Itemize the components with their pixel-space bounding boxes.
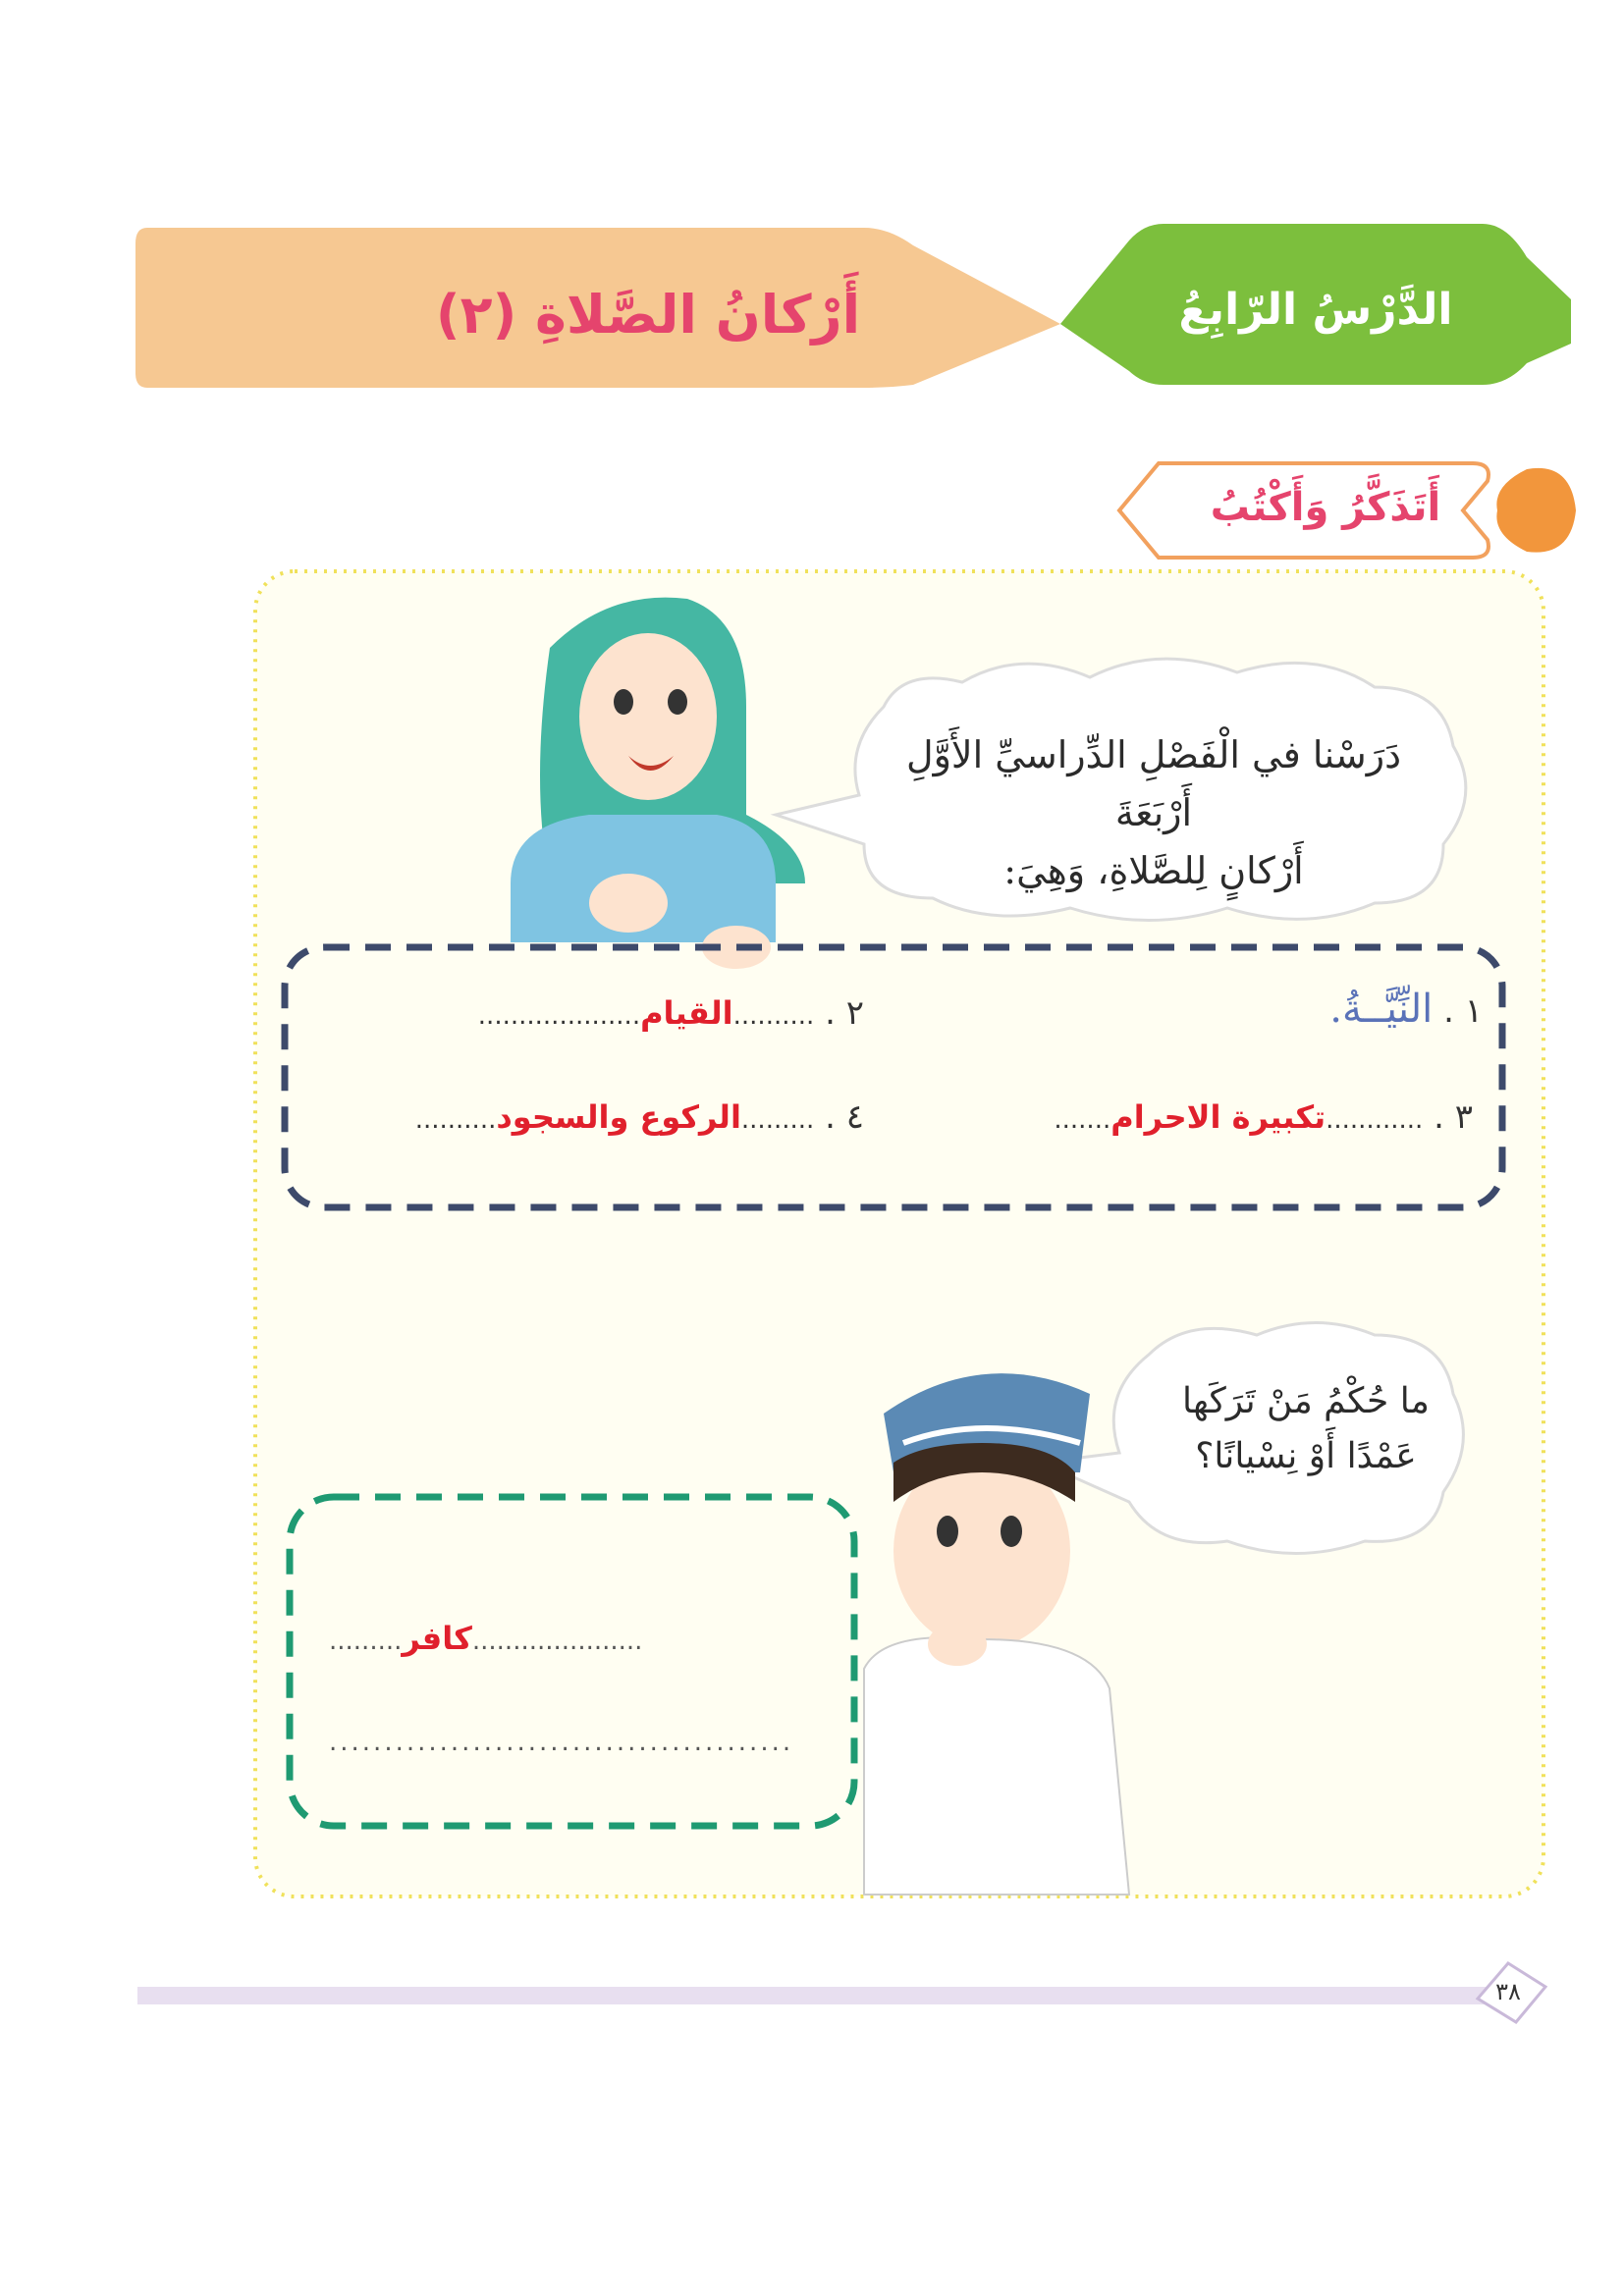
pillar-text-1: النِّيَّــةُ. bbox=[1329, 987, 1434, 1032]
pillar-item-2 bbox=[314, 993, 864, 1052]
pillar-item-1 bbox=[1227, 987, 1483, 1045]
answer-dots-1a: ..................... bbox=[471, 1627, 643, 1656]
pillar-number-3: ٣ . bbox=[1434, 1097, 1473, 1137]
pillar-item-4 bbox=[314, 1097, 864, 1156]
pillar-dots-4a: ......... bbox=[740, 1105, 815, 1135]
pillar-answer-2[interactable]: القيام bbox=[640, 994, 733, 1032]
lesson-label: الدَّرْسُ الرّابِعُ bbox=[1178, 284, 1453, 335]
boy-bubble-line2: عَمْدًا أَوْ نِسْيانًا؟ bbox=[1195, 1435, 1417, 1476]
pillar-item-3 bbox=[923, 1097, 1473, 1156]
pillar-answer-3[interactable]: تكبيرة الاحرام bbox=[1110, 1098, 1326, 1136]
pillar-dots-3a: ............ bbox=[1326, 1105, 1424, 1135]
answer-1[interactable]: كافر bbox=[402, 1620, 472, 1657]
lesson-title: أَرْكانُ الصَّلاةِ (٢) bbox=[435, 283, 861, 346]
answer-line-1[interactable] bbox=[329, 1620, 642, 1657]
footer-bar bbox=[137, 1987, 1492, 2004]
pillar-number-4: ٤ . bbox=[825, 1097, 864, 1137]
section-tag-flower-icon bbox=[1496, 468, 1576, 553]
answer-line-2[interactable] bbox=[329, 1728, 793, 1757]
pillar-number-1: ١ . bbox=[1443, 991, 1483, 1031]
pillar-dots-4b: .......... bbox=[414, 1105, 497, 1135]
pillar-dots-3b: ....... bbox=[1054, 1105, 1111, 1135]
girl-bubble-line2: أَرْكانٍ لِلصَّلاةِ، وَهِيَ: bbox=[1003, 848, 1304, 892]
pillar-dots-2b: .................... bbox=[477, 1001, 641, 1031]
girl-bubble-text bbox=[864, 726, 1443, 900]
boy-bubble-text bbox=[1119, 1374, 1492, 1484]
pillar-number-2: ٢ . bbox=[825, 993, 864, 1033]
girl-bubble-line1: دَرَسْنا في الْفَصْلِ الدِّراسيِّ الأَوَّلِ أَرْبَعَةَ bbox=[905, 733, 1402, 834]
answer-dots-2: .......................................... bbox=[329, 1728, 794, 1757]
boy-bubble-line1: ما حُكْمُ مَنْ تَرَكَها bbox=[1182, 1381, 1430, 1421]
answer-dots-1b: ......... bbox=[329, 1627, 403, 1656]
pillar-dots-2a: .......... bbox=[732, 1001, 815, 1031]
page-number: ٣٨ bbox=[1495, 1978, 1521, 2005]
section-title: أَتَذَكَّرُ وَأَكْتُبُ bbox=[1210, 485, 1441, 530]
pillar-answer-4[interactable]: الركوع والسجود bbox=[496, 1098, 741, 1136]
